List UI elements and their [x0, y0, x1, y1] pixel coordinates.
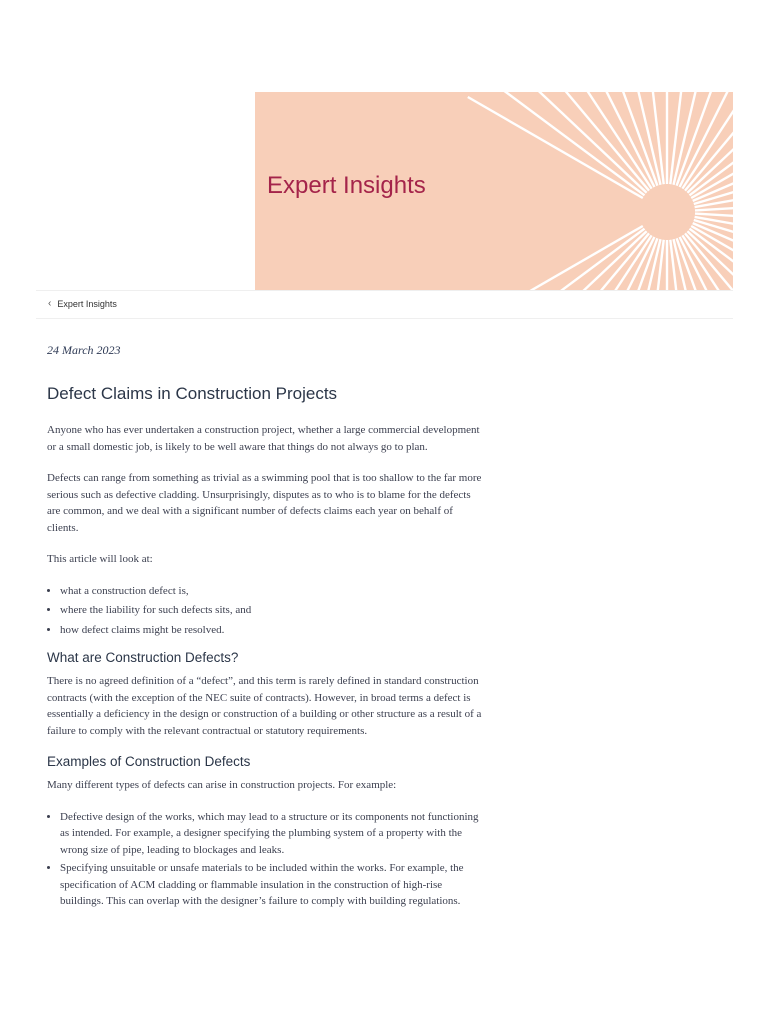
intro-paragraph: Defects can range from something as trivial as a swimming pool that is too shallow to the far more serious such as defective cladding. Unsurprisingly, disputes as to who is to blame for the defects are common, and we deal with a significant number of defects claims each year on behalf of clients.	[47, 472, 482, 534]
section-paragraph: There is no agreed definition of a “defect”, and this term is rarely defined in standard construction contracts (with the exception of the NEC suite of contracts). However, in broad terms a defect is essentially a deficiency in the design or construction of a building or other structure as a result of a failure to comply with the relevant contractual or statutory requirements.	[47, 675, 482, 737]
section-heading: What are Construction Defects?	[47, 650, 239, 665]
list-item: • Defective design of the works, which may lead to a structure or its components not functioning as intended. For example, a designer specifying the plumbing system of a property with the wrong size of pipe, leading to blockages and leaks.	[60, 809, 483, 859]
breadcrumb-label: Expert Insights	[57, 299, 117, 309]
chevron-left-icon: ‹	[48, 298, 52, 309]
list-item: • what a construction defect is,	[60, 583, 483, 600]
section-paragraph: Many different types of defects can arise in construction projects. For example:	[47, 779, 397, 791]
list-item: • how defect claims might be resolved.	[60, 622, 483, 639]
hero-banner	[255, 92, 733, 290]
breadcrumb	[36, 290, 733, 319]
intro-paragraph: Anyone who has ever undertaken a construction project, whether a large commercial development or a small domestic job, is likely to be well aware that things do not always go to plan.	[47, 424, 480, 453]
section-heading: Examples of Construction Defects	[47, 754, 251, 769]
hero-title: Expert Insights	[267, 172, 426, 199]
list-item: • Specifying unsuitable or unsafe materials to be included within the works. For example, the specification of ACM cladding or flammable insulation in the construction of high-rise buildings. This can overlap with the designer’s failure to comply with building regulations.	[60, 860, 483, 910]
breadcrumb-link[interactable]	[48, 299, 117, 309]
ray-line	[483, 92, 645, 195]
article-title: Defect Claims in Construction Projects	[47, 384, 338, 403]
article	[47, 343, 483, 922]
examples-list	[47, 809, 483, 910]
list-item: • where the liability for such defects sits, and	[60, 602, 483, 619]
ray-line	[519, 233, 649, 290]
article-date: 24 March 2023	[47, 343, 121, 357]
topics-list	[47, 583, 483, 639]
intro-paragraph: This article will look at:	[47, 553, 153, 565]
